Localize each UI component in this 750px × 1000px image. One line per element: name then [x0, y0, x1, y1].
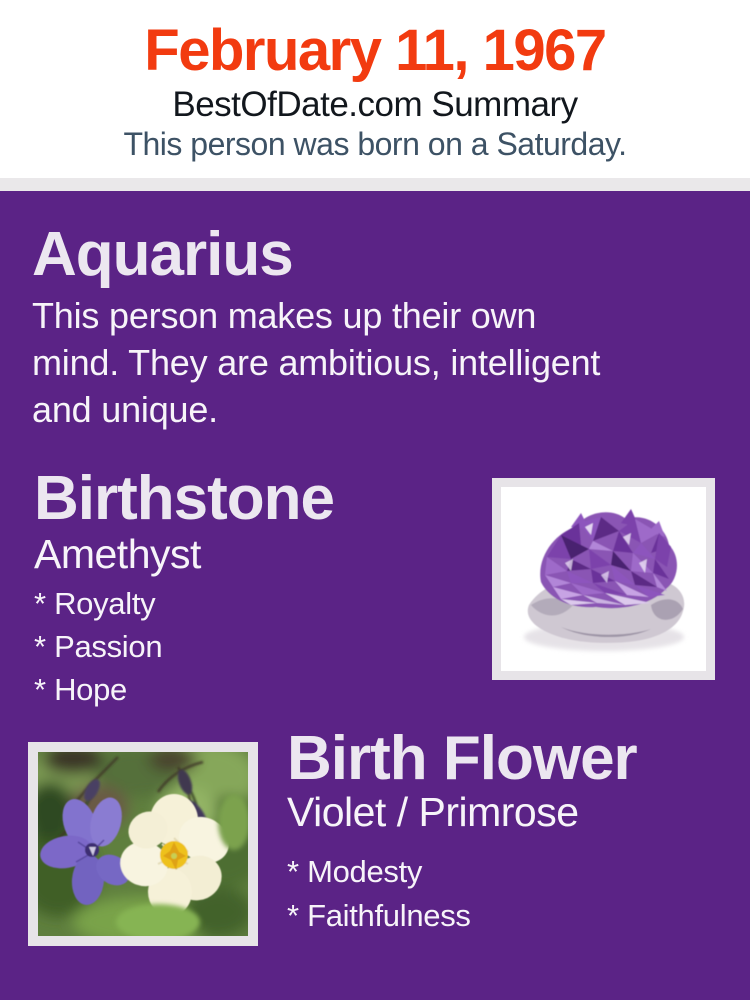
birthstone-trait: * Royalty — [34, 586, 156, 621]
birthstone-heading: Birthstone — [34, 464, 334, 533]
birthstone-trait: * Passion — [34, 629, 163, 664]
birth-flower-name: Violet / Primrose — [287, 789, 579, 835]
birth-flower-trait: * Faithfulness — [287, 898, 471, 933]
birth-flower-trait: * Modesty — [287, 854, 423, 889]
flower-image — [28, 742, 258, 946]
zodiac-sign-heading: Aquarius — [32, 220, 293, 289]
birthstone-trait: * Hope — [34, 672, 127, 707]
violet-primrose-illustration — [38, 752, 248, 936]
zodiac-description: This person makes up their own mind. They are ambitious, intelligent and unique. — [32, 295, 601, 430]
birthstone-trait-list — [34, 582, 162, 711]
site-summary-subtitle: BestOfDate.com Summary — [172, 85, 578, 124]
birth-flower-trait-list — [287, 850, 471, 938]
header-divider — [0, 178, 750, 191]
amethyst-image — [492, 478, 715, 680]
amethyst-crystal-illustration — [501, 487, 706, 671]
birth-flower-heading: Birth Flower — [287, 724, 637, 793]
born-day-line: This person was born on a Saturday. — [123, 126, 627, 162]
birthstone-name: Amethyst — [34, 531, 201, 577]
page-title-date: February 11, 1967 — [144, 18, 606, 83]
